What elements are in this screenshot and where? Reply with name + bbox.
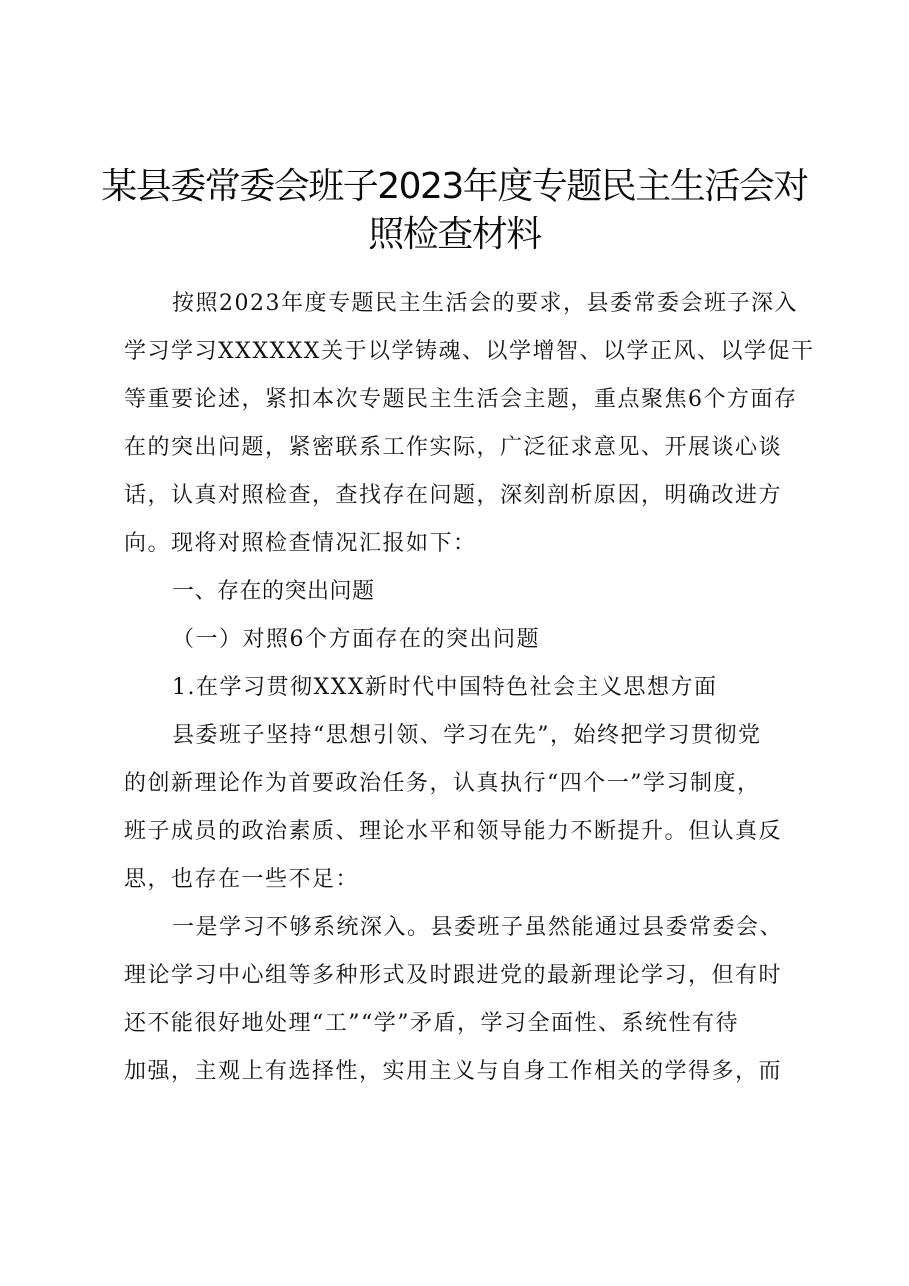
body-paragraph-line: 县委班子坚持“思想引领、学习在先”，始终把学习贯彻党: [172, 723, 762, 748]
intro-paragraph-line: 等重要论述，紧扣本次专题民主生活会主题，重点聚焦6个方面存: [124, 387, 798, 412]
item-heading: 1.在学习贯彻XXX新时代中国特色社会主义思想方面: [172, 675, 718, 700]
body-paragraph-line: 班子成员的政治素质、理论水平和领导能力不断提升。但认真反: [124, 819, 783, 844]
intro-paragraph-line: 按照2023年度专题民主生活会的要求，县委常委会班子深入: [172, 291, 798, 316]
document-title-line-1: 某县委常委会班子2023年度专题民主生活会对: [101, 166, 808, 207]
intro-paragraph-line: 学习学习XXXXXX关于以学铸魂、以学增智、以学正风、以学促干: [124, 339, 815, 364]
intro-paragraph-line: 向。现将对照检查情况汇报如下：: [124, 531, 477, 556]
body-paragraph-line: 还不能很好地处理“工”“学”矛盾，学习全面性、系统性有待: [124, 1011, 739, 1036]
body-paragraph-line: 理论学习中心组等多种形式及时跟进党的最新理论学习，但有时: [124, 963, 783, 988]
document-title-line-2: 照检查材料: [368, 214, 541, 255]
intro-paragraph-line: 在的突出问题，紧密联系工作实际，广泛征求意见、开展谈心谈: [124, 435, 783, 460]
section-heading: 一、存在的突出问题: [172, 579, 375, 604]
body-paragraph-line: 一是学习不够系统深入。县委班子虽然能通过县委常委会、: [172, 915, 784, 940]
intro-paragraph-line: 话，认真对照检查，查找存在问题，深刻剖析原因，明确改进方: [124, 483, 783, 508]
subsection-heading: （一）对照6个方面存在的突出问题: [172, 627, 540, 652]
body-paragraph-line: 加强，主观上有选择性，实用主义与自身工作相关的学得多，而: [124, 1059, 783, 1084]
body-paragraph-line: 思，也存在一些不足：: [124, 867, 360, 892]
body-paragraph-line: 的创新理论作为首要政治任务，认真执行“四个一”学习制度，: [124, 771, 761, 796]
